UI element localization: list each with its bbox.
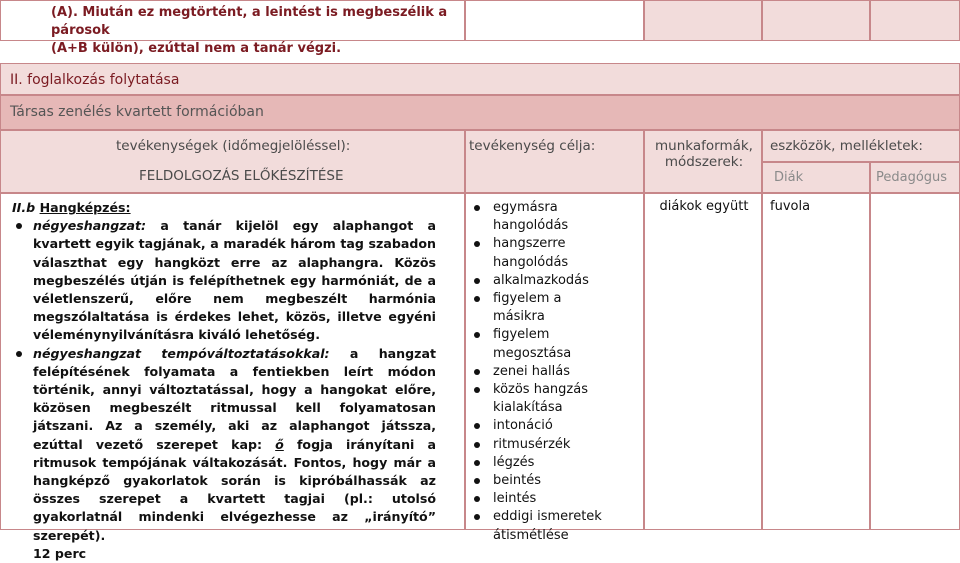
- list-item: figyelem megosztása: [466, 326, 616, 362]
- bullet2-label: négyeshangzat tempóváltoztatásokkal:: [33, 345, 330, 361]
- duration: 12 perc: [33, 545, 87, 561]
- heading-title: Hangképzés:: [39, 200, 131, 215]
- section-title: II. foglalkozás folytatása: [10, 72, 180, 88]
- row1-line1: (A). Miután ez megtörtént, a leintést is megbeszélik a párosok: [51, 5, 448, 38]
- header-methods-cell: [644, 130, 762, 193]
- list-item: alkalmazkodás: [466, 272, 616, 290]
- activity-content: [12, 199, 436, 563]
- header-goal-cell: [465, 130, 644, 193]
- header-tools-cell: [762, 130, 960, 162]
- tool-teacher-cell: [870, 193, 960, 530]
- header-methods-line2: módszerek:: [664, 154, 744, 170]
- tool-value: fuvola: [770, 199, 811, 214]
- method-cell: [644, 193, 762, 530]
- goals-cell: [465, 193, 644, 543]
- row1-student-cell: [762, 0, 870, 41]
- header-activities: tevékenységek (időmegjelöléssel):: [116, 138, 351, 154]
- list-item: közös hangzás kialakítása: [466, 381, 616, 417]
- goals-list: [466, 199, 616, 545]
- header-student-cell: [762, 162, 870, 193]
- list-item: [12, 217, 436, 344]
- row1-method-cell: [644, 0, 762, 41]
- header-teacher: Pedagógus: [876, 170, 948, 185]
- method-value: diákok együtt: [659, 199, 749, 214]
- bullet1-label: négyeshangzat:: [33, 218, 147, 234]
- bullet2-text2: fogja irányítani a ritmusok tempójának váltakozását. Fontos, hogy már a hangképző gyakorlatok során is kipróbálhassák az összes szerepet a kvartett tagjai (pl.: utolsó gyakorlatnál mindenki elvégezhesse az „irányító” szerepét).: [33, 436, 436, 543]
- list-item: hangszerre hangolódás: [466, 235, 616, 271]
- header-tools: eszközök, mellékletek:: [770, 138, 923, 154]
- header-methods: [645, 138, 763, 170]
- list-item: eddigi ismeretek átismétlése: [466, 508, 616, 544]
- list-item: intonáció: [466, 417, 616, 435]
- list-item: figyelem a másikra: [466, 290, 616, 326]
- activity-cell: [0, 193, 465, 561]
- list-item: zenei hallás: [466, 363, 616, 381]
- header-student: Diák: [774, 170, 804, 185]
- row1-goal-cell: [465, 0, 644, 41]
- header-methods-line1: munkaformák,: [655, 138, 753, 154]
- tool-student-cell: [762, 193, 870, 530]
- header-teacher-cell: [870, 162, 960, 193]
- bullet2-text1: a hangzat felépítésének folyamata a fentiekben leírt módon történik, annyi változtatással, hogy a hangokat előre, közösen megbeszélt ritmussal kell folyamatosan játszani. Az a személy, aki az alaphangot játssza, ezúttal vezető szerepet kap:: [33, 345, 436, 452]
- list-item: leintés: [466, 490, 616, 508]
- section-title-band: [0, 63, 960, 95]
- subsection-title: Társas zenélés kvartett formációban: [10, 104, 264, 120]
- list-item: beintés: [466, 472, 616, 490]
- row1-text: [1, 1, 464, 58]
- header-activities-cell: [0, 130, 465, 193]
- bullet2-emphasis: ő: [275, 436, 284, 452]
- list-item: ritmusérzék: [466, 436, 616, 454]
- row1-text-cell: [0, 0, 465, 56]
- row1-teacher-cell: [870, 0, 960, 41]
- bullet1-text: a tanár kijelöl egy alaphangot a kvartett egyik tagjának, a maradék három tag szabadon választhat egy hangközt erre az alaphangra. Közös megbeszélés útján is felépíthetnek egy harmóniát, de a véletlenszerű, előre nem megbeszélt harmónia megszólaltatása is érdekes lehet, közös, illetve egyéni véleménynyilvánításra kiváló lehetőség.: [33, 218, 436, 343]
- subsection-title-band: [0, 95, 960, 130]
- row1-line2: (A+B külön), ezúttal nem a tanár végzi.: [51, 41, 342, 56]
- list-item: [12, 345, 436, 545]
- heading-prefix: II.b: [12, 200, 36, 215]
- list-item: egymásra hangolódás: [466, 199, 616, 235]
- header-preparation: FELDOLGOZÁS ELŐKÉSZÍTÉSE: [139, 168, 344, 184]
- list-item: légzés: [466, 454, 616, 472]
- header-goal: tevékenység célja:: [469, 138, 596, 154]
- activity-heading: [12, 199, 436, 217]
